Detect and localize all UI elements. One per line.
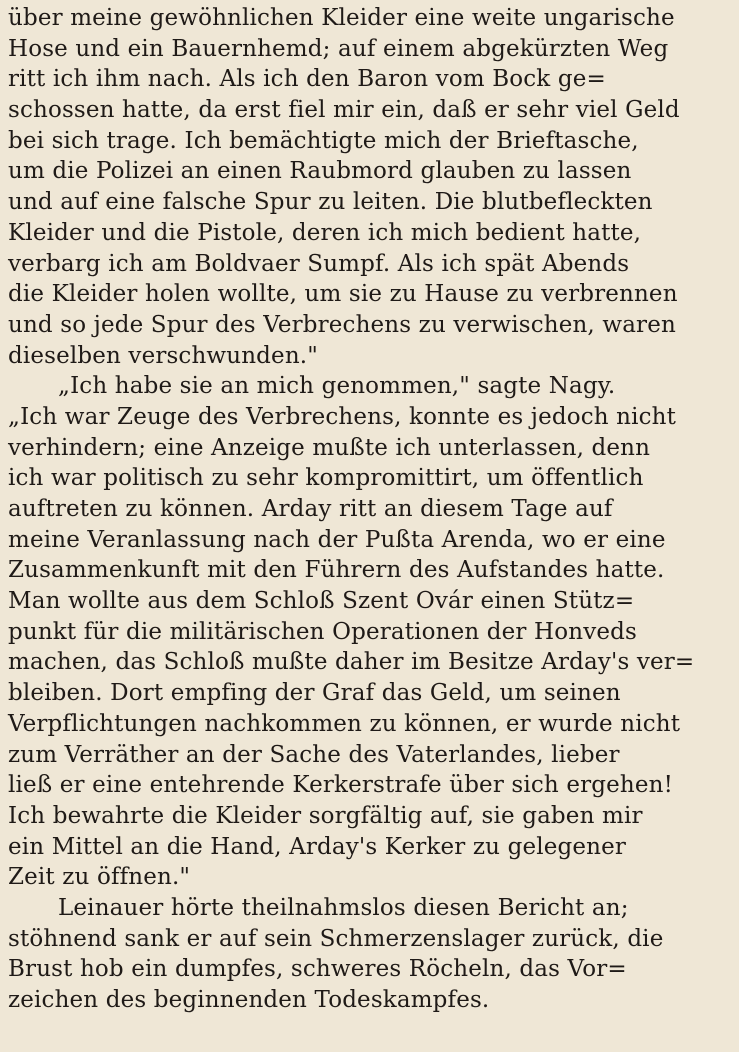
text-line: „Ich habe sie an mich genommen," sagte Nagy.	[58, 373, 616, 400]
text-line: die Kleider holen wollte, um sie zu Hause zu verbrennen	[8, 281, 678, 308]
text-line: Ich bewahrte die Kleider sorgfältig auf, sie gaben mir	[8, 802, 643, 829]
text-line: Zusammenkunft mit den Führern des Aufstandes hatte.	[8, 557, 665, 584]
text-line: Brust hob ein dumpfes, schweres Röcheln, das Vor=	[8, 956, 627, 983]
text-line: machen, das Schloß mußte daher im Besitze Arday's ver=	[8, 649, 695, 676]
text-line: ich war politisch zu sehr kompromittirt, um öffentlich	[8, 465, 644, 492]
text-line: ließ er eine entehrende Kerkerstrafe über sich ergehen!	[8, 772, 673, 799]
text-line: verbarg ich am Boldvaer Sumpf. Als ich spät Abends	[8, 250, 630, 277]
text-line: und so jede Spur des Verbrechens zu verwischen, waren	[8, 311, 676, 338]
text-line: Leinauer hörte theilnahmslos diesen Bericht an;	[58, 894, 629, 921]
text-line: dieselben verschwunden."	[8, 342, 318, 369]
text-line: Kleider und die Pistole, deren ich mich bedient hatte,	[8, 219, 642, 246]
body-text	[8, 3, 724, 1016]
text-line: „Ich war Zeuge des Verbrechens, konnte es jedoch nicht	[8, 403, 677, 430]
text-line: um die Polizei an einen Raubmord glauben zu lassen	[8, 158, 632, 185]
text-line: meine Veranlassung nach der Pußta Arenda, wo er eine	[8, 526, 666, 553]
text-line: Man wollte aus dem Schloß Szent Ovár einen Stütz=	[8, 588, 635, 615]
text-line: ritt ich ihm nach. Als ich den Baron vom Bock ge=	[8, 66, 606, 93]
text-line: schossen hatte, da erst fiel mir ein, daß er sehr viel Geld	[8, 97, 680, 124]
text-line: stöhnend sank er auf sein Schmerzenslager zurück, die	[8, 925, 664, 952]
text-line: bleiben. Dort empfing der Graf das Geld, um seinen	[8, 680, 621, 707]
text-line: zum Verräther an der Sache des Vaterlandes, lieber	[8, 741, 620, 768]
text-line: ein Mittel an die Hand, Arday's Kerker zu gelegener	[8, 833, 626, 860]
text-line: auftreten zu können. Arday ritt an diesem Tage auf	[8, 496, 613, 522]
text-line: Verpflichtungen nachkommen zu können, er wurde nicht	[8, 710, 681, 737]
text-line: Hose und ein Bauernhemd; auf einem abgekürzten Weg	[8, 35, 669, 62]
text-line: zeichen des beginnenden Todeskampfes.	[8, 987, 490, 1013]
text-line: bei sich trage. Ich bemächtigte mich der Brieftasche,	[8, 127, 639, 154]
text-line: Zeit zu öffnen."	[8, 864, 191, 891]
text-line: punkt für die militärischen Operationen der Honveds	[8, 618, 637, 645]
text-line: und auf eine falsche Spur zu leiten. Die blutbefleckten	[8, 189, 653, 216]
text-line: verhindern; eine Anzeige mußte ich unterlassen, denn	[8, 434, 651, 461]
text-line: über meine gewöhnlichen Kleider eine weite ungarische	[8, 5, 675, 31]
